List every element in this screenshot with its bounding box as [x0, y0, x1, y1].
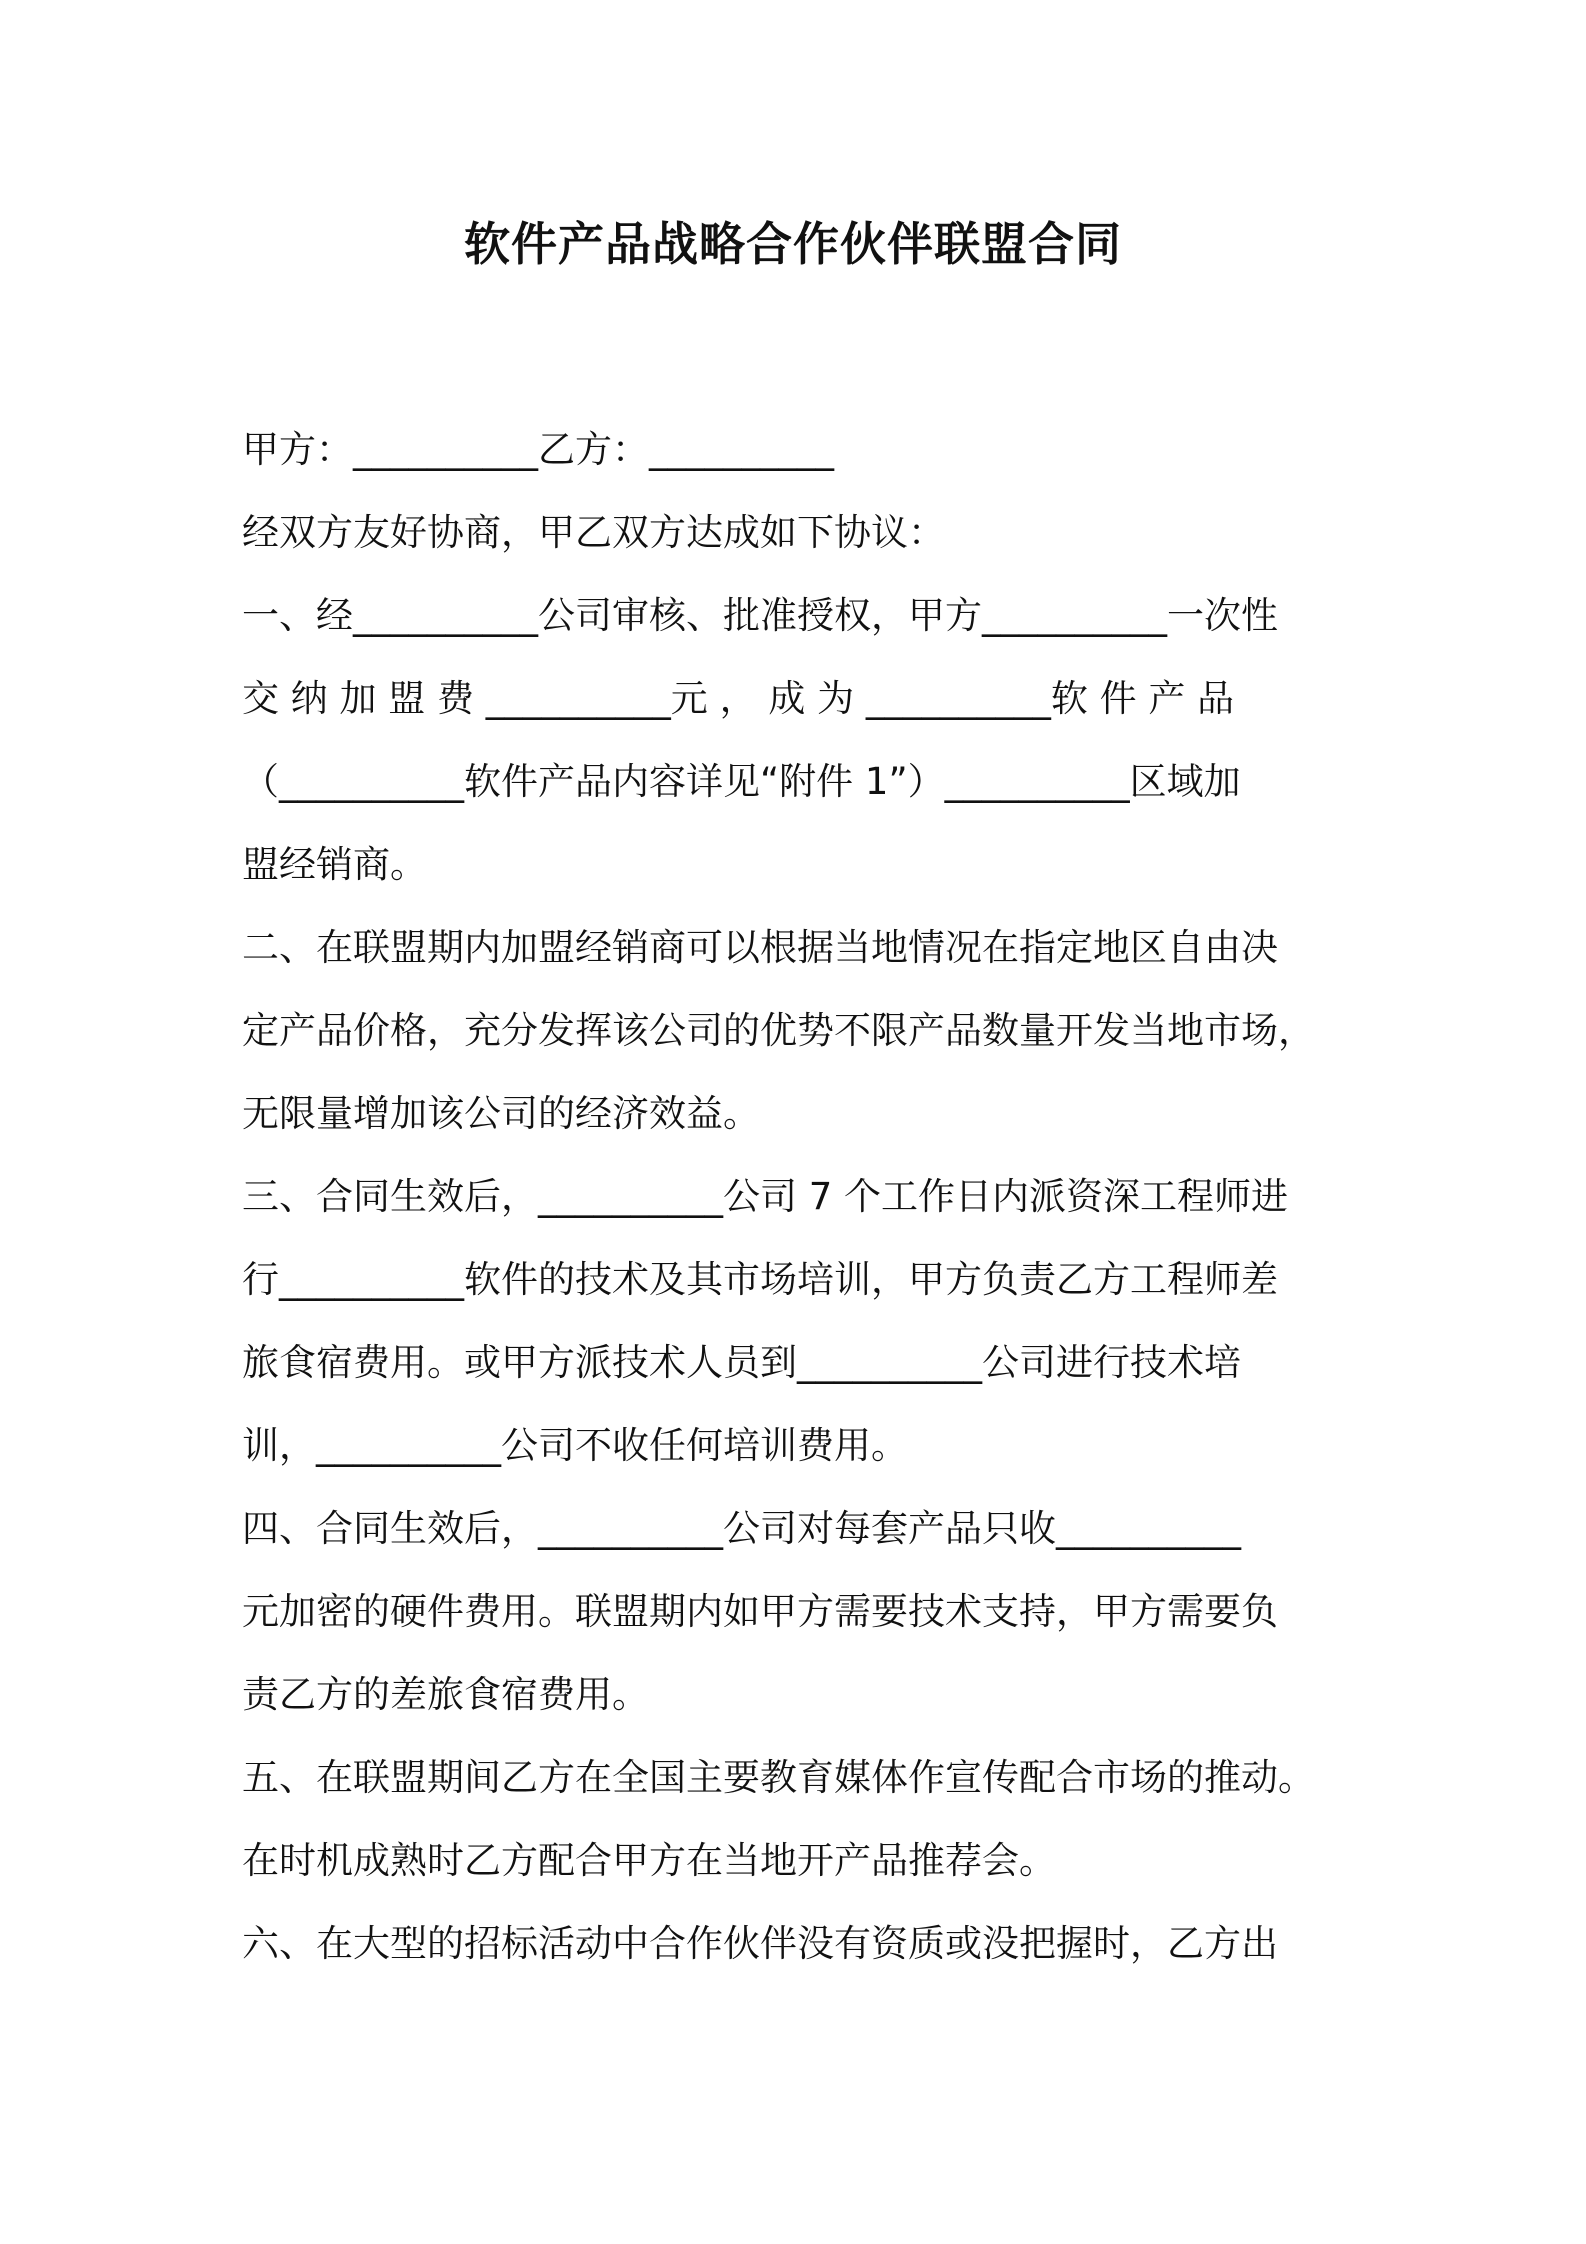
- clause-4-line-1: 四、合同生效后，__________公司对每套产品只收__________: [242, 1507, 1241, 1550]
- document-title: 软件产品战略合作伙伴联盟合同: [464, 217, 1122, 271]
- clause-4-line-2: 元加密的硬件费用。联盟期内如甲方需要技术支持，甲方需要负: [242, 1590, 1278, 1633]
- clause-6-line-1: 六、在大型的招标活动中合作伙伴没有资质或没把握时，乙方出: [242, 1922, 1278, 1965]
- clause-3-line-3: 旅食宿费用。或甲方派技术人员到__________公司进行技术培: [242, 1341, 1241, 1384]
- parties-line: 甲方：__________乙方：__________: [242, 428, 834, 471]
- document-body: [242, 408, 1352, 1985]
- clause-3-line-1: 三、合同生效后，__________公司 7 个工作日内派资深工程师进: [242, 1175, 1289, 1218]
- clause-3-line-4: 训，__________公司不收任何培训费用。: [242, 1424, 908, 1467]
- clause-1-line-4: 盟经销商。: [242, 843, 427, 886]
- clause-1-line-2: 交 纳 加 盟 费 __________元 ， 成 为 __________软 件 产 品: [242, 677, 1235, 720]
- clause-1-line-1: 一、经__________公司审核、批准授权，甲方__________一次性: [242, 594, 1278, 637]
- clause-5-line-1: 五、在联盟期间乙方在全国主要教育媒体作宣传配合市场的推动。: [242, 1756, 1315, 1799]
- clause-2-line-1: 二、在联盟期内加盟经销商可以根据当地情况在指定地区自由决: [242, 926, 1278, 969]
- clause-2-line-2: 定产品价格，充分发挥该公司的优势不限产品数量开发当地市场，: [242, 1009, 1315, 1052]
- clause-4-line-3: 责乙方的差旅食宿费用。: [242, 1673, 649, 1716]
- clause-2-line-3: 无限量增加该公司的经济效益。: [242, 1092, 760, 1135]
- clause-5-line-2: 在时机成熟时乙方配合甲方在当地开产品推荐会。: [242, 1839, 1056, 1882]
- preamble-line: 经双方友好协商，甲乙双方达成如下协议：: [242, 511, 945, 554]
- clause-3-line-2: 行__________软件的技术及其市场培训，甲方负责乙方工程师差: [242, 1258, 1278, 1301]
- clause-1-line-3: （__________软件产品内容详见“附件 1”）__________区域加: [242, 760, 1241, 803]
